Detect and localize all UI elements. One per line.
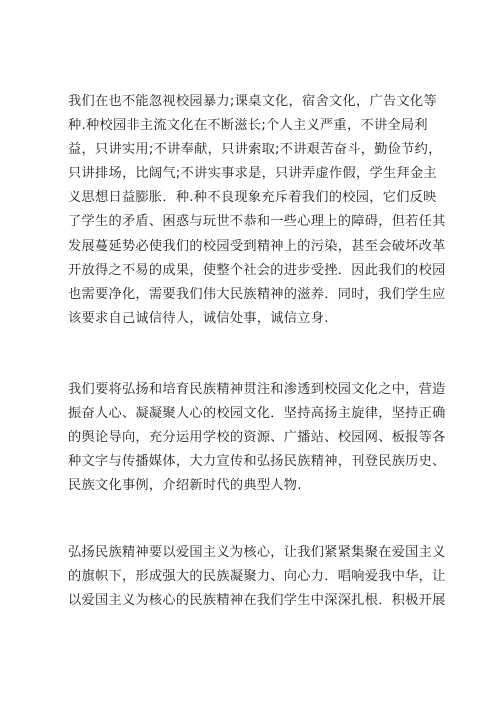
paragraph-line: 我们在也不能忽视校园暴力;课桌文化，宿舍文化，广告文化等 bbox=[68, 94, 437, 109]
paragraph-line: 的旗帜下，形成强大的民族凝聚力、向心力．唱响爱我中华，让 bbox=[68, 569, 446, 585]
paragraph-line: 也需要净化，需要我们伟大民族精神的滋养．同时，我们学生应 bbox=[68, 286, 446, 302]
paragraph-line: 民族文化事例，介绍新时代的典型人物. bbox=[68, 478, 302, 494]
paragraph-line: 种.种校园非主流文化在不断滋长;个人主义严重，不讲全局利 bbox=[68, 118, 428, 134]
paragraph-line: 弘扬民族精神要以爱国主义为核心，让我们紧紧集聚在爱国主义 bbox=[68, 545, 446, 560]
paragraph-line: 了学生的矛盾、困惑与玩世不恭和一些心理上的障碍，但若任其 bbox=[68, 214, 446, 230]
paragraph-line: 种文字与传播媒体，大力宣传和弘扬民族精神，刊登民族历史、 bbox=[68, 454, 446, 470]
paragraph-line: 开放得之不易的成果，使整个社会的进步受挫．因此我们的校园 bbox=[68, 262, 446, 278]
paragraph-1 bbox=[68, 90, 446, 331]
paragraph-2 bbox=[68, 378, 446, 498]
paragraph-line: 振奋人心、凝凝聚人心的校园文化．坚持高扬主旋律，坚持正确 bbox=[68, 406, 446, 422]
paragraph-3 bbox=[68, 541, 446, 613]
paragraph-line: 该要求自己诚信待人，诚信处事，诚信立身. bbox=[68, 310, 329, 326]
paragraph-line: 以爱国主义为核心的民族精神在我们学生中深深扎根．积极开展 bbox=[68, 593, 446, 609]
paragraph-line: 我们要将弘扬和培育民族精神贯注和渗透到校园文化之中，营造 bbox=[68, 382, 446, 397]
paragraph-line: 发展蔓延势必使我们的校园受到精神上的污染，甚至会破坏改革 bbox=[68, 238, 446, 254]
paragraph-line: 的舆论导向，充分运用学校的资源、广播站、校园网、板报等各 bbox=[68, 430, 446, 446]
paragraph-line: 益，只讲实用;不讲奉献，只讲索取;不讲艰苦奋斗，勤俭节约， bbox=[68, 142, 442, 158]
paragraph-line: 只讲排场，比阔气;不讲实事求是，只讲弄虚作假，学生拜金主 bbox=[68, 166, 437, 182]
paragraph-line: 义思想日益膨胀．种.种不良现象充斥着我们的校园，它们反映 bbox=[68, 190, 437, 206]
